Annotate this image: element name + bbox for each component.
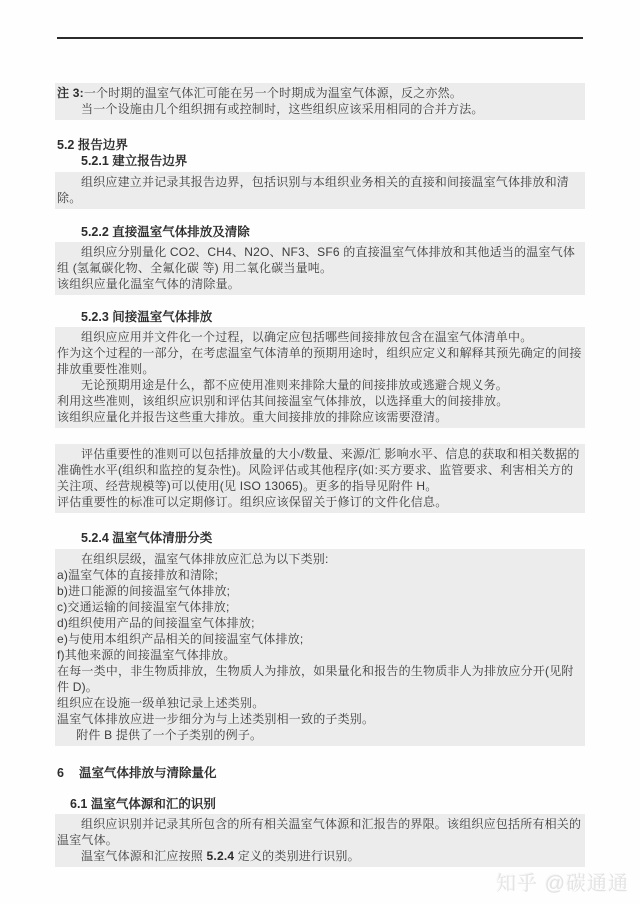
note-block (55, 83, 585, 120)
paragraph-text: 定义的类别进行识别。 (234, 849, 360, 863)
annex-b-example-line: 附件 B 提供了一个子类别的例子。 (76, 728, 263, 742)
note-3-label: 注 3: (57, 86, 84, 100)
paragraph: 该组织应量化温室气体的清除量。 (57, 277, 241, 291)
paragraph: 在每一类中，非生物质排放，生物质人为排放，如果量化和报告的生物质非人为排放应分开(见附件 D)。 (57, 664, 574, 694)
top-divider (57, 37, 583, 39)
paragraph: 作为这个过程的一部分，在考虑温室气体清单的预期用途时，组织应定义和解释其预先确定的间接排放重要性准则。 (57, 346, 582, 376)
note-3-text: 一个时期的温室气体汇可能在另一个时期成为温室气体源，反之亦然。 (83, 86, 463, 100)
paragraph: 评估重要性的准则可以包括排放量的大小/数量、来源/汇 影响水平、信息的获取和相关数据的准确性水平(组织和监控的复杂性)。风险评估或其他程序(如:买方要求、监管要求、利害相关方的关注项、经营规模等)可以使用(见 ISO 13065)。更多的指导见附件 H。 (57, 447, 580, 493)
section-5-2-3-body (55, 327, 585, 428)
document-content (0, 37, 640, 867)
section-5-2-4-heading: 5.2.4 温室气体清册分类 (81, 531, 213, 545)
paragraph: 在组织层级，温室气体排放应汇总为以下类别: (81, 552, 329, 566)
paragraph: 组织应在设施一级单独记录上述类别。 (57, 696, 265, 710)
paragraph: 组织应识别并记录其所包含的所有相关温室气体源和汇报告的界限。该组织应包括所有相关的温室气体。 (57, 817, 582, 847)
clause-reference: 5.2.4 (206, 849, 235, 863)
paragraph: 无论预期用途是什么，都不应使用准则来排除大量的间接排放或逃避合规义务。 (81, 378, 509, 392)
paragraph-text: 温室气体源和汇应按照 (81, 849, 207, 863)
section-5-2-2-body (55, 242, 585, 295)
paragraph: 组织应应用并文件化一个过程，以确定应包括哪些间接排放包含在温室气体清单中。 (81, 330, 533, 344)
section-5-2-1-body (55, 172, 585, 209)
paragraph: 组织应分别量化 CO2、CH4、N2O、NF3、SF6 的直接温室气体排放和其他适当的温室气体组 (氢氟碳化物、全氟化碳 等) 用二氧化碳当量吨。 (57, 245, 576, 275)
paragraph (57, 848, 583, 864)
section-6-number: 6 (57, 766, 64, 780)
note-3 (57, 85, 583, 101)
paragraph: 评估重要性的标准可以定期修订。组织应该保留关于修订的文件化信息。 (57, 495, 448, 509)
section-5-2-4-body (55, 549, 585, 746)
section-6-heading (57, 765, 583, 781)
section-5-2-2-heading: 5.2.2 直接温室气体排放及清除 (81, 225, 250, 239)
list-item: a)温室气体的直接排放和清除; (57, 568, 219, 582)
section-6-title: 温室气体排放与清除量化 (78, 766, 217, 780)
list-item: c)交通运输的间接温室气体排放; (57, 600, 230, 614)
paragraph: 组织应建立并记录其报告边界，包括识别与本组织业务相关的直接和间接温室气体排放和清除。 (57, 175, 570, 205)
section-5-2-3-heading: 5.2.3 间接温室气体排放 (81, 310, 213, 324)
section-6-1-heading: 6.1 温室气体源和汇的识别 (70, 797, 216, 811)
section-5-2-1-heading: 5.2.1 建立报告边界 (81, 154, 188, 168)
materiality-note-block (55, 444, 585, 513)
list-item: f)其他来源的间接温室气体排放。 (57, 648, 236, 662)
list-item: b)进口能源的间接温室气体排放; (57, 584, 231, 598)
list-item: e)与使用本组织产品相关的间接温室气体排放; (57, 632, 304, 646)
paragraph: 利用这些准则，该组织应识别和评估其间接温室气体排放，以选择重大的间接排放。 (57, 394, 509, 408)
note-facility-paragraph: 当一个设施由几个组织拥有或控制时，这些组织应该采用相同的合并方法。 (81, 102, 484, 116)
zhihu-watermark: 知乎 @碳通通 (496, 873, 629, 895)
section-6-1-body (55, 814, 585, 867)
paragraph: 该组织应量化并报告这些重大排放。重大间接排放的排除应该需要澄清。 (57, 410, 448, 424)
list-item: d)组织使用产品的间接温室气体排放; (57, 616, 255, 630)
paragraph: 温室气体排放应进一步细分为与上述类别相一致的子类别。 (57, 712, 375, 726)
section-5-2-heading: 5.2 报告边界 (57, 138, 128, 152)
